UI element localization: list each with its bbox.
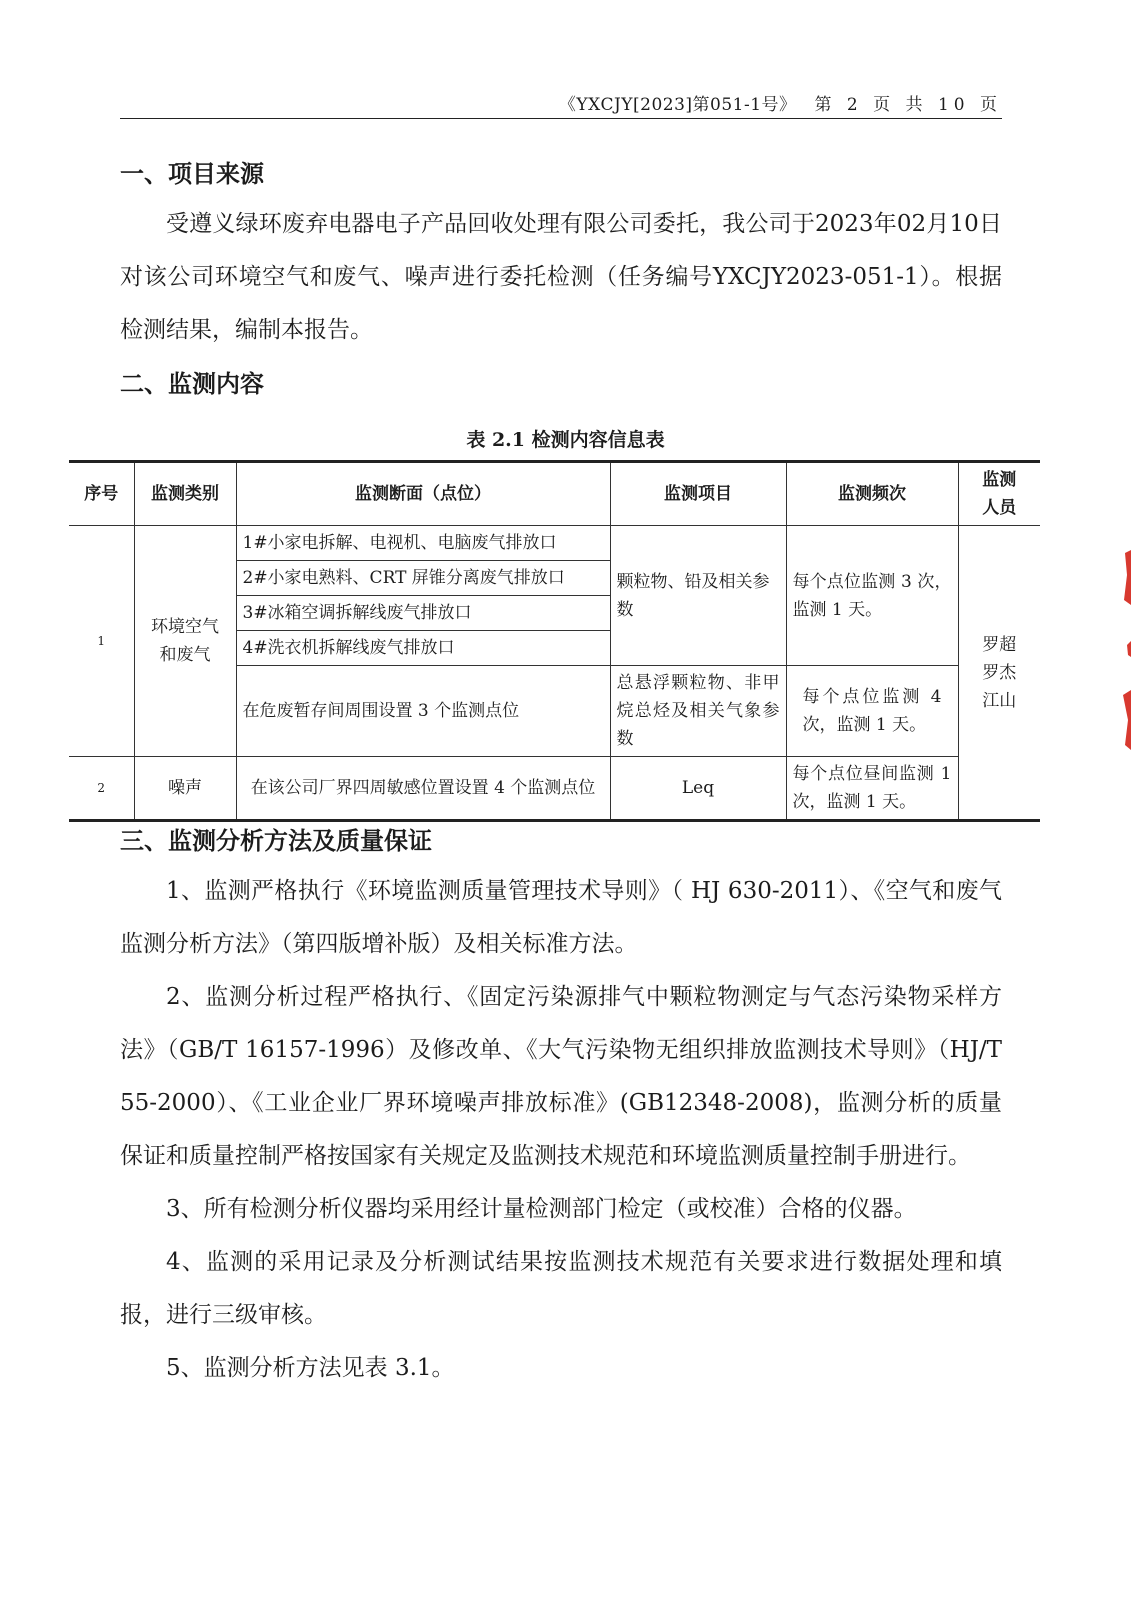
frequency-cell: 每个点位昼间监测 1 次，监测 1 天。: [786, 757, 958, 821]
row-number: 1: [69, 526, 134, 757]
point-cell: 1#小家电拆解、电视机、电脑废气排放口: [236, 526, 610, 561]
point-cell: 在该公司厂界四周敏感位置设置 4 个监测点位: [236, 757, 610, 821]
report-number: 《YXCJY[2023]第051-1号》: [558, 95, 797, 115]
staff-name: 罗超: [982, 634, 1017, 655]
frequency-cell: 每个点位监测 4 次，监测 1 天。: [786, 666, 958, 757]
frequency-cell: 每个点位监测 3 次，监测 1 天。: [786, 526, 958, 666]
table-row: [69, 757, 1040, 821]
qa-item: 4、监测的采用记录及分析测试结果按监测技术规范有关要求进行数据处理和填报，进行三级审核。: [120, 1249, 1002, 1328]
project-source-paragraph: 受遵义绿环废弃电器电子产品回收处理有限公司委托，我公司于2023年02月10日对该公司环境空气和废气、噪声进行委托检测（任务编号YXCJY2023-051-1）。根据检测结果，编制本报告。: [120, 211, 1002, 343]
header-category: 监测类别: [134, 462, 236, 526]
page-header: [120, 90, 1002, 119]
row-category: 环境空气和废气: [134, 526, 236, 757]
header-staff: 监测人员: [958, 462, 1040, 526]
header-points: 监测断面（点位）: [236, 462, 610, 526]
monitoring-content-table: [69, 460, 1040, 822]
section-1-text: [120, 198, 1002, 357]
section-1-title: 一、项目来源: [120, 159, 264, 188]
table-caption: 表 2.1 检测内容信息表: [466, 429, 665, 451]
staff-cell: [958, 526, 1040, 821]
row-category: 噪声: [134, 757, 236, 821]
section-3-title: 三、监测分析方法及质量保证: [120, 826, 432, 855]
qa-item: 5、监测分析方法见表 3.1。: [166, 1355, 455, 1381]
header-frequency: 监测频次: [786, 462, 958, 526]
point-cell: 4#洗衣机拆解线废气排放口: [236, 631, 610, 666]
page-info: 第 2 页 共 10 页: [814, 95, 1002, 115]
point-cell: 2#小家电熟料、CRT 屏锥分离废气排放口: [236, 561, 610, 596]
items-cell: 颗粒物、铅及相关参数: [610, 526, 786, 666]
header-no: 序号: [69, 462, 134, 526]
row-number: 2: [69, 757, 134, 821]
items-cell: Leq: [610, 757, 786, 821]
point-cell: 在危废暂存间周围设置 3 个监测点位: [236, 666, 610, 757]
items-cell: 总悬浮颗粒物、非甲烷总烃及相关气象参数: [610, 666, 786, 757]
qa-item: 3、所有检测分析仪器均采用经计量检测部门检定（或校准）合格的仪器。: [166, 1196, 917, 1222]
header-items: 监测项目: [610, 462, 786, 526]
staff-name: 罗杰: [982, 662, 1017, 683]
qa-item: 2、监测分析过程严格执行、《固定污染源排气中颗粒物测定与气态污染物采样方法》（GB/T 16157-1996）及修改单、《大气污染物无组织排放监测技术导则》（HJ/T 55-2000）、《工业企业厂界环境噪声排放标准》(GB12348-2008)，监测分析的质量保证和质量控制严格按国家有关规定及监测技术规范和环境监测质量控制手册进行。: [120, 984, 1002, 1169]
table-header-row: [69, 462, 1040, 526]
point-cell: 3#冰箱空调拆解线废气排放口: [236, 596, 610, 631]
qa-item: 1、监测严格执行《环境监测质量管理技术导则》（ HJ 630-2011）、《空气和废气监测分析方法》（第四版增补版）及相关标准方法。: [120, 878, 1002, 957]
table-row: [69, 526, 1040, 561]
section-2-title: 二、监测内容: [120, 369, 264, 398]
staff-name: 江山: [982, 690, 1017, 711]
section-3-text: [120, 865, 1002, 1395]
red-seal-fragment: [1115, 545, 1131, 755]
